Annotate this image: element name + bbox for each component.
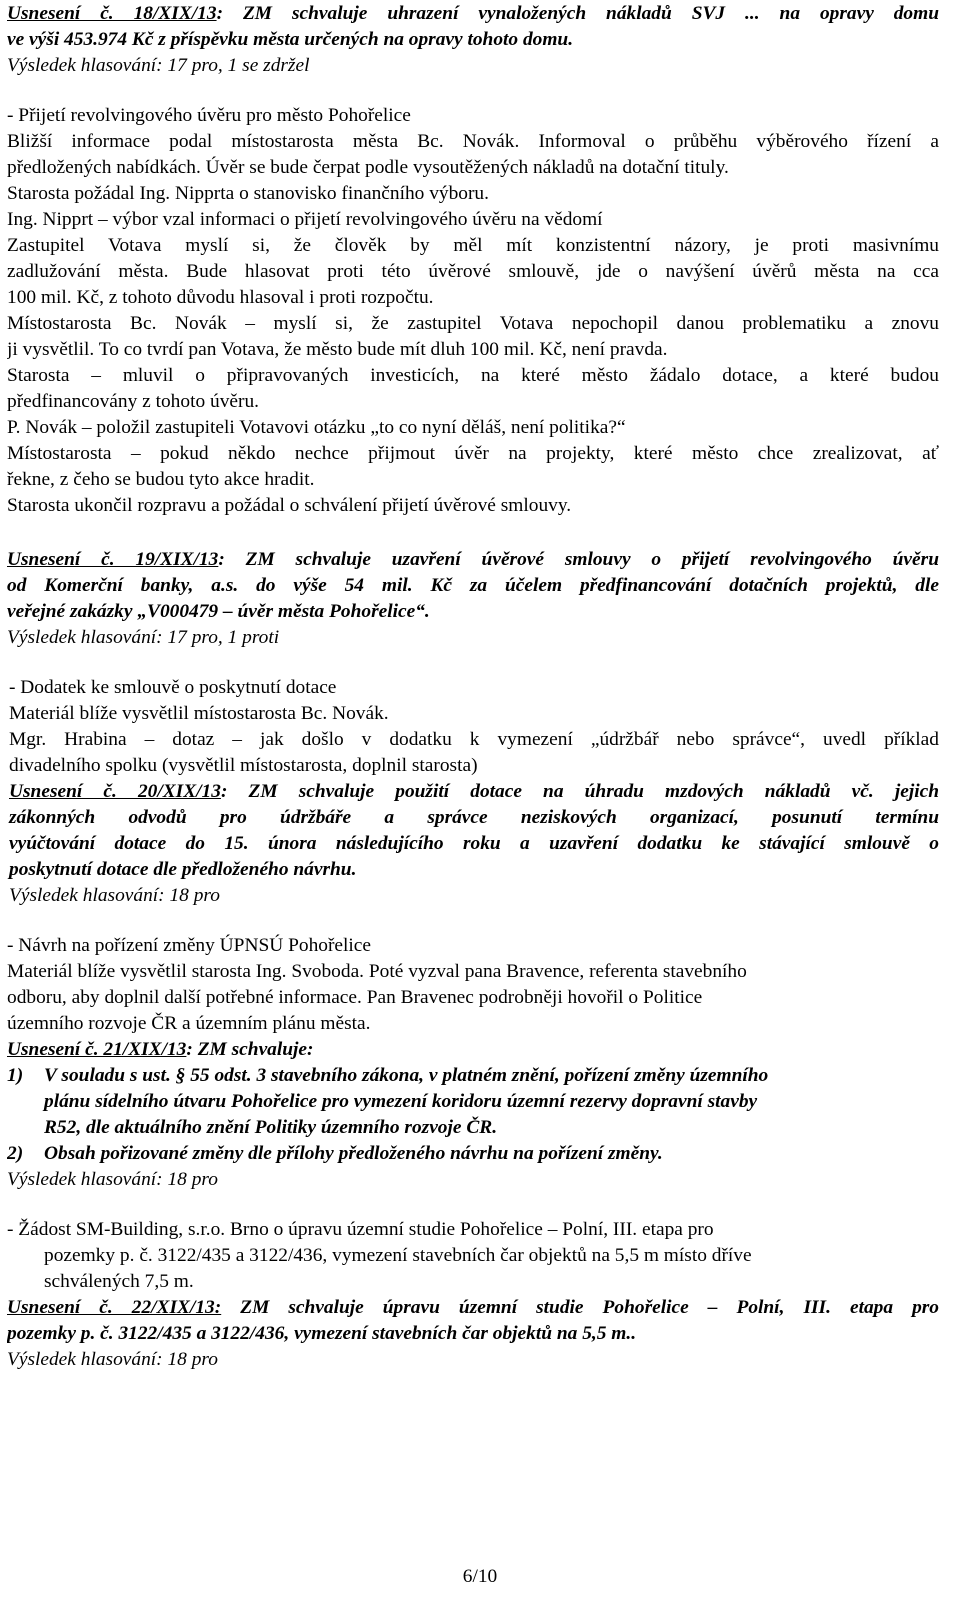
sm-heading-line-3: schválených 7,5 m. [44, 1271, 194, 1292]
resolution-21-item-1-line-2: plánu sídelního útvaru Pohořelice pro vymezení koridoru územní rezervy dopravní stavby [44, 1091, 758, 1112]
document-page [7, 0, 939, 1373]
resolution-19-text-1: : ZM schvaluje uzavření úvěrové smlouvy o přijetí revolvingového úvěru [218, 549, 939, 570]
resolution-20-line-1 [7, 779, 939, 805]
loan-line: zadlužování města. Bude hlasovat proti této úvěrové smlouvě, jde o navýšení úvěrů města na cca [7, 261, 939, 282]
dodatek-line: Materiál blíže vysvětlil místostarosta Bc. Novák. [9, 703, 389, 724]
item-number: 2) [7, 1143, 24, 1164]
resolution-18-line-1 [7, 1, 939, 27]
item-text: Obsah pořizované změny dle přílohy předloženého návrhu na pořízení změny. [44, 1143, 663, 1164]
resolution-20-line-2: zákonných odvodů pro údržbáře a správce neziskových organizací, posunutí termínu [9, 807, 939, 828]
resolution-19-line-2: od Komerční banky, a.s. do výše 54 mil. Kč za účelem předfinancování dotačních projektů, dle [7, 575, 939, 596]
vote-18: Výsledek hlasování: 17 pro, 1 se zdržel [7, 55, 310, 76]
resolution-18-text-1: : ZM schvaluje uhrazení vynaložených nákladů SVJ ... na opravy domu [216, 3, 939, 24]
loan-line: Místostarosta Bc. Novák – myslí si, že zastupitel Votava nepochopil danou problematiku a znovu [7, 313, 939, 334]
loan-line: Místostarosta – pokud někdo nechce přijmout úvěr na projekty, které město chce zrealizovat, ať [7, 443, 939, 464]
resolution-22-line-1 [7, 1295, 939, 1321]
upnsu-line: odboru, aby doplnil další potřebné informace. Pan Bravenec podrobněji hovořil o Politice [7, 987, 703, 1008]
section-heading-loan: - Přijetí revolvingového úvěru pro město Pohořelice [7, 105, 411, 126]
dodatek-line: divadelního spolku (vysvětlil místostarosta, doplnil starosta) [9, 755, 478, 776]
resolution-21-text-1: : ZM schvaluje: [186, 1039, 314, 1060]
resolution-20-text-1: : ZM schvaluje použití dotace na úhradu mzdových nákladů vč. jejich [220, 781, 939, 802]
resolution-20-line-3: vyúčtování dotace do 15. února následujícího roku a uzavření dodatku ke stávající smlouvě o [9, 833, 939, 854]
vote-20: Výsledek hlasování: 18 pro [9, 885, 220, 906]
loan-line: Ing. Nipprt – výbor vzal informaci o přijetí revolvingového úvěru na vědomí [7, 209, 603, 230]
resolution-22-ref: Usnesení č. 22/XIX/13: [7, 1297, 222, 1318]
vote-19: Výsledek hlasování: 17 pro, 1 proti [7, 627, 280, 648]
resolution-22-text-1: ZM schvaluje úpravu územní studie Pohořelice – Polní, III. etapa pro [221, 1297, 939, 1318]
loan-line: Bližší informace podal místostarosta města Bc. Novák. Informoval o průběhu výběrového řízení a [7, 131, 939, 152]
section-heading-upnsu: - Návrh na pořízení změny ÚPNSÚ Pohořelice [7, 935, 372, 956]
loan-line: Starosta ukončil rozpravu a požádal o schválení přijetí úvěrové smlouvy. [7, 495, 572, 516]
sm-heading-line-2: pozemky p. č. 3122/435 a 3122/436, vymezení stavebních čar objektů na 5,5 m místo dříve [44, 1245, 752, 1266]
item-text: V souladu s ust. § 55 odst. 3 stavebního zákona, v platném znění, pořízení změny územního [44, 1065, 769, 1086]
item-number: 1) [7, 1065, 24, 1086]
resolution-21-item-1-line-3: R52, dle aktuálního znění Politiky územního rozvoje ČR. [44, 1117, 498, 1138]
loan-line: 100 mil. Kč, z tohoto důvodu hlasoval i proti rozpočtu. [7, 287, 434, 308]
resolution-21-ref: Usnesení č. 21/XIX/13 [7, 1039, 187, 1060]
resolution-19-ref: Usnesení č. 19/XIX/13 [7, 549, 219, 570]
resolution-21-line-1 [7, 1037, 939, 1063]
loan-line: Zastupitel Votava myslí si, že člověk by měl mít konzistentní názory, je proti masivnímu [7, 235, 939, 256]
resolution-19-line-3: veřejné zakázky „V000479 – úvěr města Pohořelice“. [7, 601, 430, 622]
loan-line: ji vysvětlil. To co tvrdí pan Votava, že město bude mít dluh 100 mil. Kč, není pravda. [7, 339, 668, 360]
section-heading-dodatek: - Dodatek ke smlouvě o poskytnutí dotace [9, 677, 337, 698]
loan-line: P. Novák – položil zastupiteli Votavovi otázku „to co nyní děláš, není politika?“ [7, 417, 626, 438]
loan-line: Starosta požádal Ing. Nipprta o stanovisko finančního výboru. [7, 183, 489, 204]
section-heading-sm: - Žádost SM-Building, s.r.o. Brno o úpravu územní studie Pohořelice – Polní, III. etapa pro [7, 1219, 714, 1240]
upnsu-line: územního rozvoje ČR a územním plánu města. [7, 1013, 371, 1034]
resolution-18-ref: Usnesení č. 18/XIX/13 [7, 3, 217, 24]
resolution-20-ref: Usnesení č. 20/XIX/13 [9, 781, 221, 802]
resolution-19-line-1 [7, 547, 939, 573]
vote-21: Výsledek hlasování: 18 pro [7, 1169, 218, 1190]
vote-22: Výsledek hlasování: 18 pro [7, 1349, 218, 1370]
page-number: 6/10 [462, 1566, 498, 1587]
dodatek-line: Mgr. Hrabina – dotaz – jak došlo v dodatku k vymezení „údržbář nebo správce“, uvedl příklad [9, 729, 939, 750]
loan-line: předfinancovány z tohoto úvěru. [7, 391, 259, 412]
resolution-22-line-2: pozemky p. č. 3122/435 a 3122/436, vymezení stavebních čar objektů na 5,5 m.. [7, 1323, 637, 1344]
resolution-21-item-1 [7, 1063, 939, 1089]
resolution-18-line-2: ve výši 453.974 Kč z příspěvku města určených na opravy tohoto domu. [7, 29, 574, 50]
loan-line: Starosta – mluvil o připravovaných investicích, na které město žádalo dotace, a které budou [7, 365, 939, 386]
resolution-21-item-2 [7, 1141, 939, 1167]
loan-line: předložených nabídkách. Úvěr se bude čerpat podle vysoutěžených nákladů na dotační tituly. [7, 157, 729, 178]
resolution-20-line-4: poskytnutí dotace dle předloženého návrhu. [9, 859, 357, 880]
loan-line: řekne, z čeho se budou tyto akce hradit. [7, 469, 315, 490]
upnsu-line: Materiál blíže vysvětlil starosta Ing. Svoboda. Poté vyzval pana Bravence, referenta stavebního [7, 961, 747, 982]
